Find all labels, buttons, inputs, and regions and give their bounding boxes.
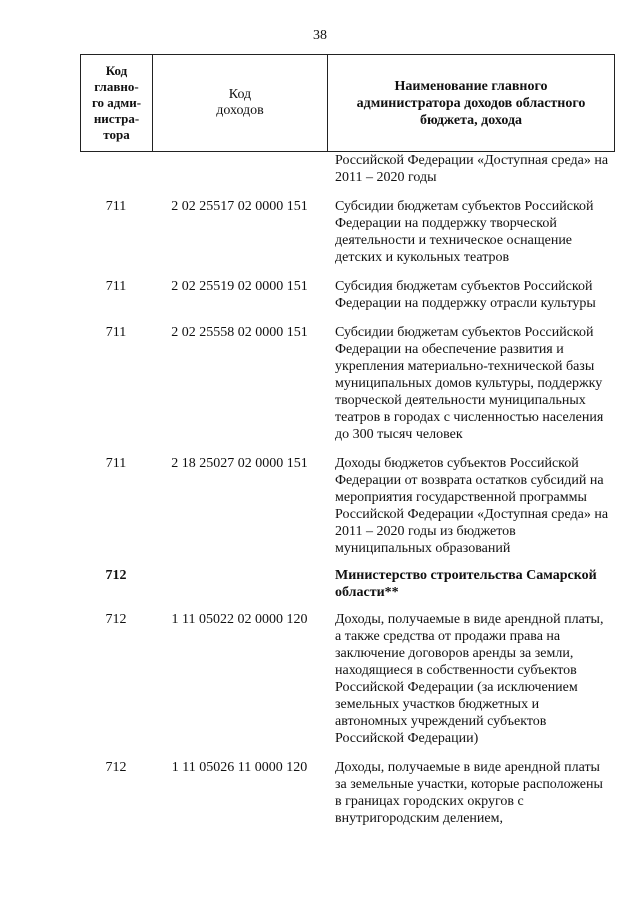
income-code: 2 02 25517 02 0000 151 <box>171 199 308 214</box>
income-code: 1 11 05022 02 0000 120 <box>171 612 308 627</box>
income-code: 2 02 25519 02 0000 151 <box>171 279 308 294</box>
admin-code: 712 <box>105 568 127 583</box>
admin-code: 711 <box>105 199 127 214</box>
admin-code: 712 <box>105 612 127 627</box>
table-header <box>80 54 615 152</box>
income-name: Министерство строительства Самарской области** <box>335 568 597 600</box>
table-row <box>80 455 615 557</box>
income-name: Российской Федерации «Доступная среда» на 2011 – 2020 годы <box>335 153 609 185</box>
income-code: 1 11 05026 11 0000 120 <box>171 760 308 775</box>
header-income-code: Код доходов <box>153 55 328 151</box>
table-row <box>80 611 615 747</box>
table-row <box>80 324 615 443</box>
income-code: 2 02 25558 02 0000 151 <box>171 325 308 340</box>
income-code: 2 18 25027 02 0000 151 <box>171 456 308 471</box>
income-name: Доходы, получаемые в виде арендной платы, а также средства от продажи права на заключение договоров аренды за земли, находящиеся в собственности субъектов Российской Федерации (за исключением земельных участков бюджетных и автономных учреждений субъектов Российской Федерации) <box>335 612 604 746</box>
page-number: 38 <box>313 28 327 43</box>
income-name: Доходы, получаемые в виде арендной платы за земельные участки, которые расположены в границах городских округов с внутригородским делением, <box>335 760 603 826</box>
income-code <box>152 567 327 601</box>
table-row <box>80 198 615 266</box>
header-name: Наименование главного администратора доходов областного бюджета, дохода <box>356 78 586 128</box>
income-name: Доходы бюджетов субъектов Российской Федерации от возврата остатков субсидий на мероприятия государственной программы Российской Федерации «Доступная среда» на 2011 – 2020 годы из бюджетов муниципальных образований <box>335 456 609 556</box>
header-admin-code: Код главно- го адми- нистра- тора <box>81 55 153 151</box>
income-code <box>152 152 327 186</box>
admin-code: 712 <box>105 760 127 775</box>
table-row <box>80 759 615 827</box>
admin-code: 711 <box>105 279 127 294</box>
table-row <box>80 152 615 186</box>
table-body <box>80 152 615 827</box>
admin-code <box>80 152 152 186</box>
admin-code: 711 <box>105 325 127 340</box>
table-row-section <box>80 567 615 601</box>
admin-code: 711 <box>105 456 127 471</box>
income-name: Субсидии бюджетам субъектов Российской Федерации на поддержку творческой деятельности и техническое оснащение детских и кукольных театров <box>335 199 594 265</box>
income-name: Субсидия бюджетам субъектов Российской Федерации на поддержку отрасли культуры <box>335 279 596 311</box>
table-row <box>80 278 615 312</box>
income-name: Субсидии бюджетам субъектов Российской Федерации на обеспечение развития и укрепления материально-технической базы муниципальных домов культуры, поддержку творческой деятельности муниципальных театров в городах с численностью населения до 300 тысяч человек <box>335 325 604 442</box>
